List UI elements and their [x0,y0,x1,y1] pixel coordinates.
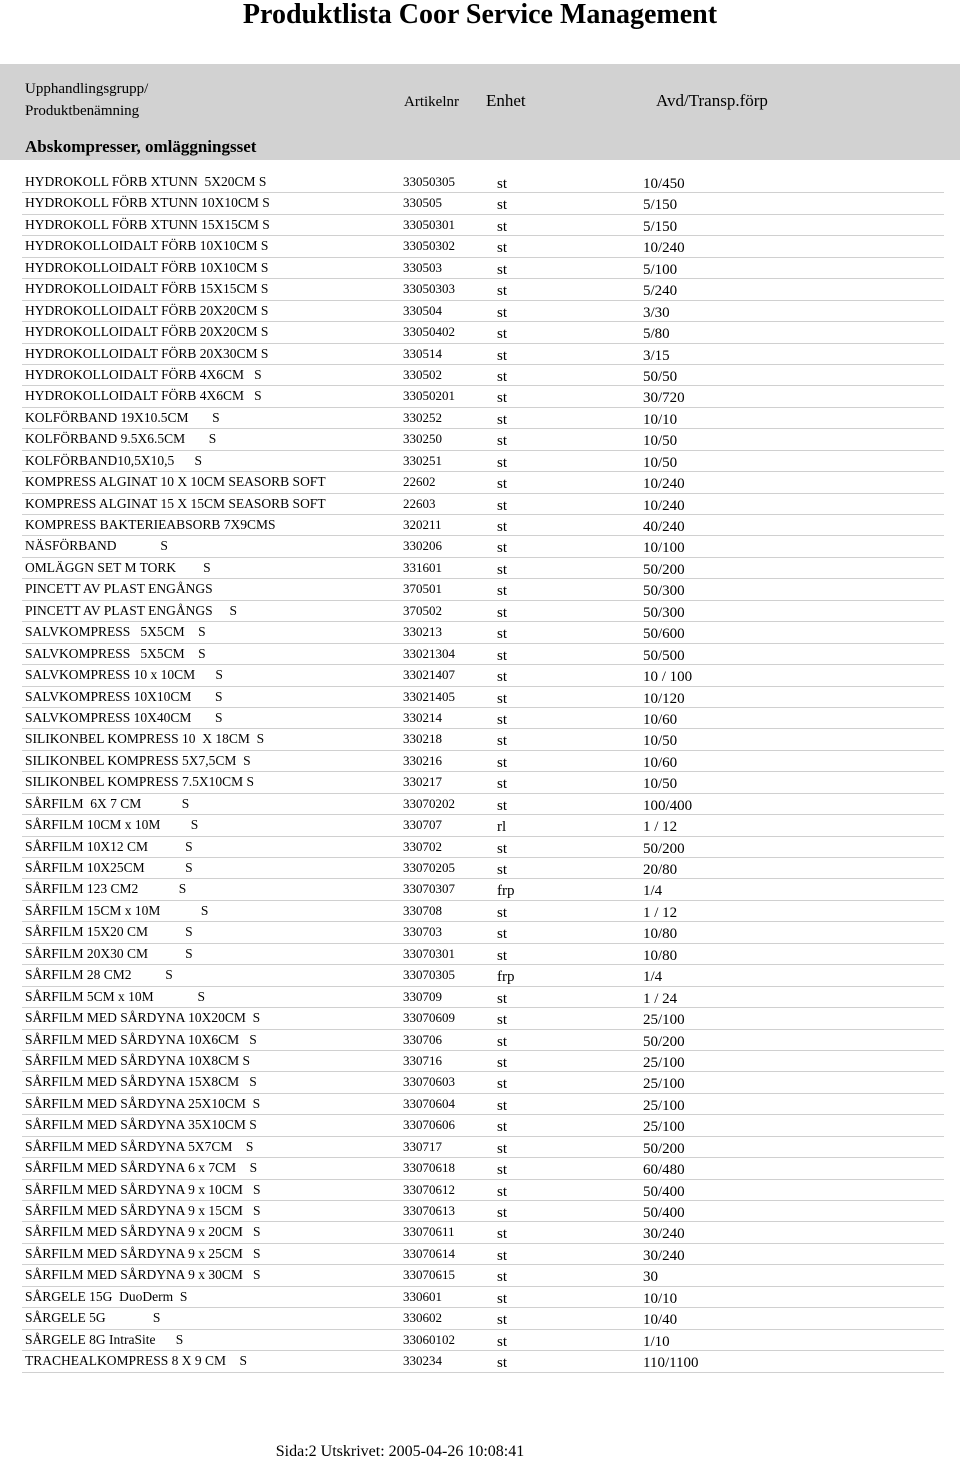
article-number: 330234 [403,1353,442,1369]
pack-size: 25/100 [643,1076,685,1093]
pack-size: 5/100 [643,261,678,278]
table-row [22,1287,944,1308]
product-name: HYDROKOLLOIDALT FÖRB 20X20CM S [25,302,269,318]
table-row [22,644,944,665]
table-row [22,579,944,600]
unit: st [497,1226,508,1243]
pack-size: 10/240 [643,497,685,514]
pack-size: 30/240 [643,1226,685,1243]
pack-size: 1 / 12 [643,904,678,921]
pack-size: 25/100 [643,1119,685,1136]
header-artikelnr: Artikelnr [404,94,459,110]
pack-size: 100/400 [643,797,693,814]
table-row [22,558,944,579]
section-title: Abskompresser, omläggningsset [25,137,257,156]
unit: st [497,926,508,943]
pack-size: 5/150 [643,197,678,214]
pack-size: 30/240 [643,1247,685,1264]
pack-size: 40/240 [643,519,685,535]
header-group [25,78,148,122]
pack-size: 5/80 [643,326,670,343]
table-row [22,494,944,515]
product-name: SALVKOMPRESS 10X10CM S [25,688,223,704]
table-row [22,1244,944,1265]
unit: rl [497,819,507,836]
table-row [22,344,944,365]
unit: st [497,347,508,364]
unit: st [497,304,508,321]
article-number: 370502 [403,602,442,618]
unit: st [497,519,508,535]
article-number: 33070307 [403,881,455,897]
unit: st [497,1312,508,1329]
product-name: KOLFÖRBAND10,5X10,5 S [25,452,203,468]
table-row [22,987,944,1008]
pack-size: 1/4 [643,969,663,986]
product-name: SILIKONBEL KOMPRESS 10 X 18CM S [25,731,265,747]
table-row [22,1351,944,1372]
article-number: 330503 [403,259,442,275]
product-name: KOLFÖRBAND 19X10.5CM S [25,409,220,425]
article-number: 33050201 [403,388,455,404]
unit: st [497,176,508,192]
product-name: KOLFÖRBAND 9.5X6.5CM S [25,431,217,447]
unit: st [497,368,508,385]
table-row [22,815,944,836]
pack-size: 10/80 [643,926,678,943]
product-name: HYDROKOLLOIDALT FÖRB 4X6CM S [25,388,262,404]
pack-size: 110/1100 [643,1355,699,1372]
table-row [22,1008,944,1029]
pack-size: 10/50 [643,433,678,450]
product-name: SÅRFILM 6X 7 CM S [25,795,190,811]
unit: st [497,283,508,300]
product-name: SÅRFILM 15CM x 10M S [25,902,209,918]
table-row [22,772,944,793]
unit: st [497,1205,508,1221]
article-number: 33050301 [403,216,455,232]
pack-size: 10/60 [643,754,678,771]
unit: st [497,947,508,964]
unit: st [497,754,508,771]
pack-size: 50/200 [643,561,685,578]
pack-size: 25/100 [643,1012,685,1029]
article-number: 330505 [403,195,442,211]
article-number: 33070305 [403,967,455,983]
pack-size: 20/80 [643,862,678,878]
article-number: 33050302 [403,238,455,254]
table-row [22,1137,944,1158]
article-number: 22602 [403,474,436,490]
pack-size: 10/50 [643,733,678,750]
product-name: SÅRFILM 5CM x 10M S [25,988,206,1004]
unit: st [497,862,508,878]
unit: st [497,1355,508,1372]
product-name: SÅRFILM 10CM x 10M S [25,817,199,833]
header-group-line2: Produktbenämning [25,103,140,119]
page-footer: Sida:2 Utskrivet: 2005-04-26 10:08:41 [275,1443,525,1460]
article-number: 330702 [403,838,442,854]
unit: frp [497,883,515,900]
product-name: SÅRFILM MED SÅRDYNA 10X6CM S [25,1031,257,1047]
article-number: 330217 [403,774,442,790]
unit: st [497,990,508,1007]
unit: st [497,904,508,921]
article-number: 330514 [403,345,442,361]
product-name: SÅRGELE 5G S [25,1310,161,1326]
article-number: 330707 [403,817,442,833]
product-name: SÅRFILM MED SÅRDYNA 9 x 25CM S [25,1245,261,1261]
pack-size: 10/10 [643,411,678,428]
pack-size: 30 [643,1269,658,1286]
pack-size: 50/600 [643,626,685,643]
table-row [22,1265,944,1286]
product-name: NÄSFÖRBAND S [25,538,168,554]
product-name: OMLÄGGN SET M TORK S [25,559,211,575]
article-number: 33021407 [403,667,455,683]
pack-size: 3/15 [643,347,670,364]
product-name: SÅRFILM MED SÅRDYNA 6 x 7CM S [25,1160,258,1176]
unit: st [497,776,508,793]
product-name: HYDROKOLLOIDALT FÖRB 4X6CM S [25,366,262,382]
pack-size: 50/300 [643,604,685,621]
header-enhet: Enhet [486,91,526,110]
product-name: SÅRFILM 10X12 CM S [25,838,193,854]
table-row [22,1222,944,1243]
pack-size: 25/100 [643,1054,685,1071]
unit: st [497,1097,508,1114]
article-number: 330709 [403,988,442,1004]
table-row [22,193,944,214]
product-name: SILIKONBEL KOMPRESS 7.5X10CM S [25,774,255,790]
table-row [22,1308,944,1329]
unit: st [497,1140,508,1157]
article-number: 330601 [403,1288,442,1304]
unit: st [497,326,508,343]
unit: st [497,476,508,493]
pack-size: 10/100 [643,540,685,557]
pack-size: 50/400 [643,1205,685,1221]
pack-size: 1 / 12 [643,819,678,836]
product-name: SÅRFILM MED SÅRDYNA 25X10CM S [25,1095,261,1111]
article-number: 330251 [403,452,442,468]
product-name: HYDROKOLL FÖRB XTUNN 5X20CM S [25,174,267,189]
article-number: 33070614 [403,1245,455,1261]
table-row [22,301,944,322]
pack-size: 1/10 [643,1333,670,1350]
pack-size: 50/50 [643,368,678,385]
article-number: 33070618 [403,1160,455,1176]
unit: st [497,1119,508,1136]
pack-size: 10/50 [643,776,678,793]
product-name: SALVKOMPRESS 5X5CM S [25,624,206,640]
pack-size: 10/50 [643,454,678,471]
article-number: 330504 [403,302,442,318]
product-name: KOMPRESS ALGINAT 10 X 10CM SEASORB SOFT [25,474,326,490]
unit: frp [497,969,515,986]
pack-size: 50/300 [643,583,685,600]
article-number: 33070604 [403,1095,455,1111]
pack-size: 10/120 [643,690,685,707]
header-avd: Avd/Transp.förp [656,91,768,110]
article-number: 33021405 [403,688,455,704]
product-name: SALVKOMPRESS 5X5CM S [25,645,206,661]
table-row [22,472,944,493]
product-name: SÅRFILM 28 CM2 S [25,967,173,983]
pack-size: 30/720 [643,390,685,407]
product-name: SÅRFILM MED SÅRDYNA 5X7CM S [25,1138,254,1154]
article-number: 330206 [403,538,442,554]
unit: st [497,454,508,471]
product-name: TRACHEALKOMPRESS 8 X 9 CM S [25,1353,248,1369]
product-name: SÅRFILM MED SÅRDYNA 9 x 15CM S [25,1203,261,1218]
table-row [22,1180,944,1201]
article-number: 330708 [403,902,442,918]
table-row [22,879,944,900]
article-number: 33070615 [403,1267,455,1283]
unit: st [497,497,508,514]
article-number: 330706 [403,1031,442,1047]
article-number: 330703 [403,924,442,940]
unit: st [497,561,508,578]
pack-size: 10/450 [643,176,685,192]
table-row [22,1051,944,1072]
header-group-line1: Upphandlingsgrupp/ [25,81,149,97]
article-number: 33070612 [403,1181,455,1197]
table-row [22,729,944,750]
article-number: 22603 [403,495,436,511]
table-row [22,236,944,257]
table-row [22,536,944,557]
unit: st [497,1162,508,1179]
table-row [22,1030,944,1051]
table-row [22,1158,944,1179]
article-number: 330716 [403,1052,442,1068]
pack-size: 25/100 [643,1097,685,1114]
article-number: 33070613 [403,1203,455,1218]
product-name: PINCETT AV PLAST ENGÅNGS S [25,602,238,618]
unit: st [497,390,508,407]
unit: st [497,411,508,428]
product-name: SÅRFILM MED SÅRDYNA 35X10CM S [25,1117,257,1133]
article-number: 33050303 [403,281,455,297]
table-row [22,687,944,708]
unit: st [497,240,508,257]
product-name: SÅRGELE 15G DuoDerm S [25,1288,188,1304]
table-row [22,408,944,429]
table-row [22,837,944,858]
article-number: 33070603 [403,1074,455,1090]
article-number: 33070606 [403,1117,455,1133]
unit: st [497,647,508,664]
product-name: SÅRGELE 8G IntraSite S [25,1331,184,1347]
product-name: HYDROKOLL FÖRB XTUNN 10X10CM S [25,195,270,211]
article-number: 331601 [403,559,442,575]
table-row [22,858,944,879]
unit: st [497,583,508,600]
table-row [22,965,944,986]
table-row [22,451,944,472]
table-row [22,515,944,536]
product-name: SÅRFILM MED SÅRDYNA 9 x 20CM S [25,1224,261,1240]
unit: st [497,433,508,450]
pack-size: 1 / 24 [643,990,678,1007]
table-row [22,365,944,386]
pack-size: 60/480 [643,1162,685,1179]
unit: st [497,669,508,686]
product-name: SÅRFILM MED SÅRDYNA 9 x 10CM S [25,1181,261,1197]
article-number: 330717 [403,1138,442,1154]
article-number: 330218 [403,731,442,747]
article-number: 330216 [403,752,442,768]
article-number: 330502 [403,366,442,382]
pack-size: 50/200 [643,1140,685,1157]
unit: st [497,261,508,278]
unit: st [497,1033,508,1050]
product-name: SÅRFILM MED SÅRDYNA 10X8CM S [25,1052,251,1068]
product-name: PINCETT AV PLAST ENGÅNGS [25,581,213,597]
pack-size: 10/240 [643,240,685,257]
table-row [22,322,944,343]
product-name: HYDROKOLLOIDALT FÖRB 20X20CM S [25,324,269,340]
table-row [22,901,944,922]
unit: st [497,690,508,707]
product-name: SÅRFILM 20X30 CM S [25,945,193,961]
table-row [22,1201,944,1222]
product-name: SÅRFILM 123 CM2 S [25,881,187,897]
product-name: SILIKONBEL KOMPRESS 5X7,5CM S [25,752,251,768]
article-number: 33070611 [403,1224,455,1240]
pack-size: 50/400 [643,1183,685,1200]
article-number: 330213 [403,624,442,640]
pack-size: 10 / 100 [643,669,693,686]
unit: st [497,626,508,643]
table-row [22,1072,944,1093]
article-number: 33070609 [403,1010,455,1026]
table-row [22,665,944,686]
pack-size: 10/80 [643,947,678,964]
pack-size: 10/60 [643,711,678,728]
unit: st [497,1076,508,1093]
table-row [22,794,944,815]
product-name: HYDROKOLLOIDALT FÖRB 10X10CM S [25,259,269,275]
table-row [22,172,944,193]
article-number: 33070205 [403,860,455,875]
product-table [0,172,960,1373]
product-name: SÅRFILM 15X20 CM S [25,924,193,940]
unit: st [497,840,508,857]
article-number: 33050305 [403,174,455,189]
unit: st [497,218,508,235]
table-row [22,258,944,279]
table-row [22,279,944,300]
pack-size: 3/30 [643,304,670,321]
pack-size: 50/500 [643,647,685,664]
product-name: SÅRFILM MED SÅRDYNA 9 x 30CM S [25,1267,261,1283]
pack-size: 5/150 [643,218,678,235]
product-name: SALVKOMPRESS 10 x 10CM S [25,667,223,683]
unit: st [497,1012,508,1029]
pack-size: 10/40 [643,1312,678,1329]
article-number: 330602 [403,1310,442,1326]
product-name: HYDROKOLL FÖRB XTUNN 15X15CM S [25,216,270,232]
product-name: HYDROKOLLOIDALT FÖRB 20X30CM S [25,345,269,361]
pack-size: 50/200 [643,840,685,857]
article-number: 330250 [403,431,442,447]
article-number: 330214 [403,709,442,725]
table-row [22,1115,944,1136]
table-row [22,1094,944,1115]
page-title: Produktlista Coor Service Management [242,0,718,30]
product-name: SÅRFILM MED SÅRDYNA 10X20CM S [25,1010,261,1026]
unit: st [497,540,508,557]
product-name: SALVKOMPRESS 10X40CM S [25,709,223,725]
article-number: 330252 [403,409,442,425]
table-row [22,429,944,450]
unit: st [497,797,508,814]
unit: st [497,197,508,214]
unit: st [497,604,508,621]
product-name: SÅRFILM 10X25CM S [25,860,193,875]
article-number: 370501 [403,581,442,597]
article-number: 33021304 [403,645,455,661]
unit: st [497,711,508,728]
unit: st [497,1269,508,1286]
table-row [22,922,944,943]
table-row [22,944,944,965]
table-row [22,215,944,236]
article-number: 33050402 [403,324,455,340]
product-name: KOMPRESS ALGINAT 15 X 15CM SEASORB SOFT [25,495,326,511]
table-row [22,708,944,729]
product-name: SÅRFILM MED SÅRDYNA 15X8CM S [25,1074,257,1090]
article-number: 33070301 [403,945,455,961]
pack-size: 1/4 [643,883,663,900]
unit: st [497,1333,508,1350]
pack-size: 10/240 [643,476,685,493]
unit: st [497,1290,508,1307]
table-row [22,601,944,622]
unit: st [497,1183,508,1200]
unit: st [497,1054,508,1071]
article-number: 33070202 [403,795,455,811]
table-row [22,622,944,643]
unit: st [497,733,508,750]
product-name: HYDROKOLLOIDALT FÖRB 15X15CM S [25,281,269,297]
table-row [22,1330,944,1351]
pack-size: 50/200 [643,1033,685,1050]
pack-size: 10/10 [643,1290,678,1307]
product-name: KOMPRESS BAKTERIEABSORB 7X9CMS [25,517,276,532]
article-number: 320211 [403,517,442,532]
table-row [22,751,944,772]
article-number: 33060102 [403,1331,455,1347]
product-name: HYDROKOLLOIDALT FÖRB 10X10CM S [25,238,269,254]
unit: st [497,1247,508,1264]
pack-size: 5/240 [643,283,678,300]
table-row [22,386,944,407]
